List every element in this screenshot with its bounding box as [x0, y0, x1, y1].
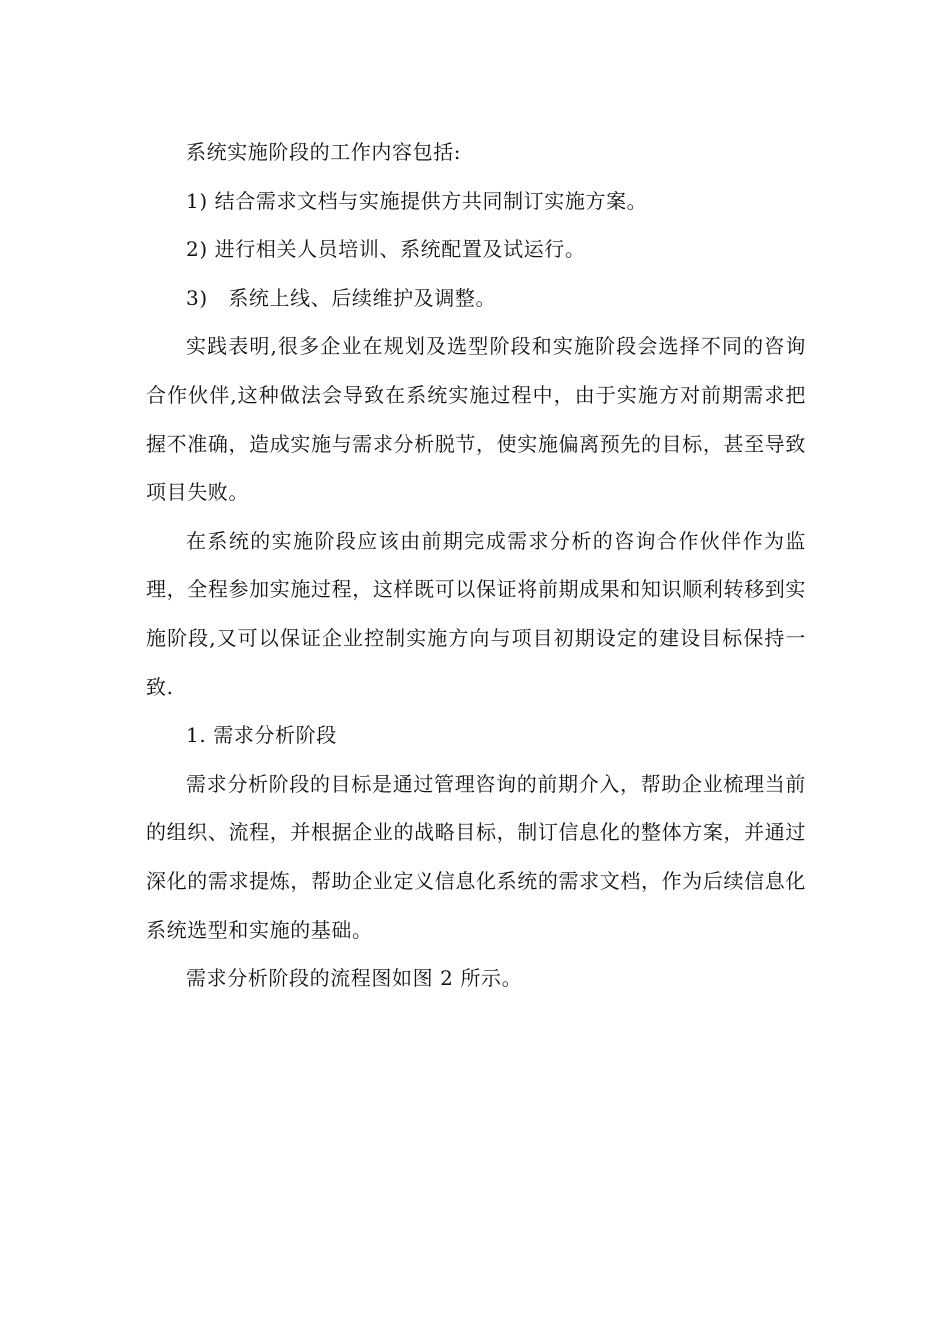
section-heading: 1. 需求分析阶段 [186, 723, 337, 748]
list-item-2: 2) 进行相关人员培训、系统配置及试运行。 [186, 237, 586, 262]
practice-paragraph: 实践表明,很多企业在规划及选型阶段和实施阶段会选择不同的咨询合作伙伴,这种做法会导致在系统实施过程中，由于实施方对前期需求把握不准确，造成实施与需求分析脱节，使实施偏离预先的目标，甚至导致项目失败。 [146, 334, 806, 505]
list-item-1: 1) 结合需求文档与实施提供方共同制订实施方案。 [186, 188, 648, 213]
figure-reference: 需求分析阶段的流程图如图 2 所示。 [186, 966, 523, 991]
supervision-paragraph: 在系统的实施阶段应该由前期完成需求分析的咨询合作伙伴作为监理，全程参加实施过程，这样既可以保证将前期成果和知识顺利转移到实施阶段,又可以保证企业控制实施方向与项目初期设定的建设目标保持一致. [146, 528, 806, 699]
document-body [146, 128, 806, 1003]
list-item-3: 3) 系统上线、后续维护及调整。 [186, 285, 497, 310]
requirements-paragraph: 需求分析阶段的目标是通过管理咨询的前期介入，帮助企业梳理当前的组织、流程，并根据企业的战略目标，制订信息化的整体方案，并通过深化的需求提炼，帮助企业定义信息化系统的需求文档，作为后续信息化系统选型和实施的基础。 [146, 771, 806, 942]
intro-line: 系统实施阶段的工作内容包括: [186, 140, 462, 164]
